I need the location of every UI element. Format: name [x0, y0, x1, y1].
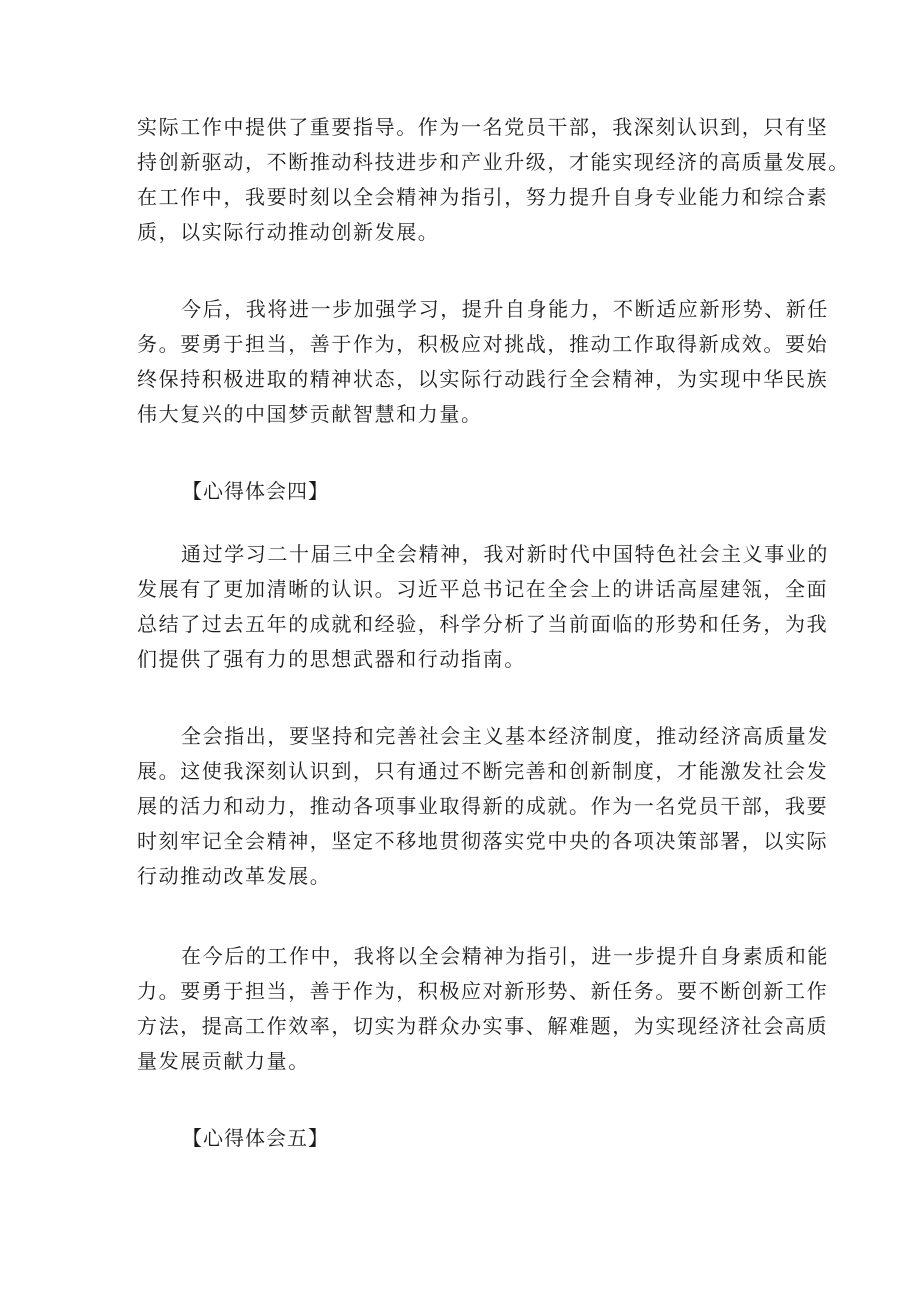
text-line: 务。要勇于担当，善于作为，积极应对挑战，推动工作取得新成效。要始: [137, 332, 829, 356]
section-heading-5: 【心得体会五】: [182, 1126, 329, 1150]
text-line: 力。要勇于担当，善于作为，积极应对新形势、新任务。要不断创新工作: [137, 979, 829, 1003]
paragraph-study-reflection: [137, 537, 829, 677]
text-line: 发展有了更加清晰的认识。习近平总书记在全会上的讲话高屋建瓴，全面: [137, 577, 829, 601]
text-line: 实际工作中提供了重要指导。作为一名党员干部，我深刻认识到，只有坚: [137, 115, 829, 139]
text-line: 总结了过去五年的成就和经验，科学分析了当前面临的形势和任务，为我: [137, 612, 829, 636]
section-heading-4: 【心得体会四】: [182, 479, 329, 503]
text-line: 通过学习二十届三中全会精神，我对新时代中国特色社会主义事业的: [181, 542, 829, 566]
paragraph-continued: [137, 110, 850, 250]
text-line: 今后，我将进一步加强学习，提升自身能力，不断适应新形势、新任: [181, 297, 829, 321]
paragraph-economic-system: [137, 719, 829, 894]
paragraph-future-plans: [137, 292, 829, 432]
text-line: 在今后的工作中，我将以全会精神为指引，进一步提升自身素质和能: [181, 944, 829, 968]
text-line: 行动推动改革发展。: [137, 864, 332, 888]
text-line: 持创新驱动，不断推动科技进步和产业升级，才能实现经济的高质量发展。: [137, 150, 850, 174]
text-line: 们提供了强有力的思想武器和行动指南。: [137, 647, 526, 671]
text-line: 展的活力和动力，推动各项事业取得新的成就。作为一名党员干部，我要: [137, 794, 829, 818]
text-line: 方法，提高工作效率，切实为群众办实事、解难题，为实现经济社会高质: [137, 1014, 829, 1038]
text-line: 在工作中，我要时刻以全会精神为指引，努力提升自身专业能力和综合素: [137, 185, 829, 209]
text-line: 全会指出，要坚持和完善社会主义基本经济制度，推动经济高质量发: [181, 724, 829, 748]
text-line: 质，以实际行动推动创新发展。: [137, 220, 440, 244]
paragraph-work-commitment: [137, 939, 829, 1079]
text-line: 量发展贡献力量。: [137, 1049, 310, 1073]
text-line: 时刻牢记全会精神，坚定不移地贯彻落实党中央的各项决策部署，以实际: [137, 829, 829, 853]
text-line: 终保持积极进取的精神状态，以实际行动践行全会精神，为实现中华民族: [137, 367, 829, 391]
text-line: 伟大复兴的中国梦贡献智慧和力量。: [137, 402, 483, 426]
text-line: 展。这使我深刻认识到，只有通过不断完善和创新制度，才能激发社会发: [137, 759, 829, 783]
